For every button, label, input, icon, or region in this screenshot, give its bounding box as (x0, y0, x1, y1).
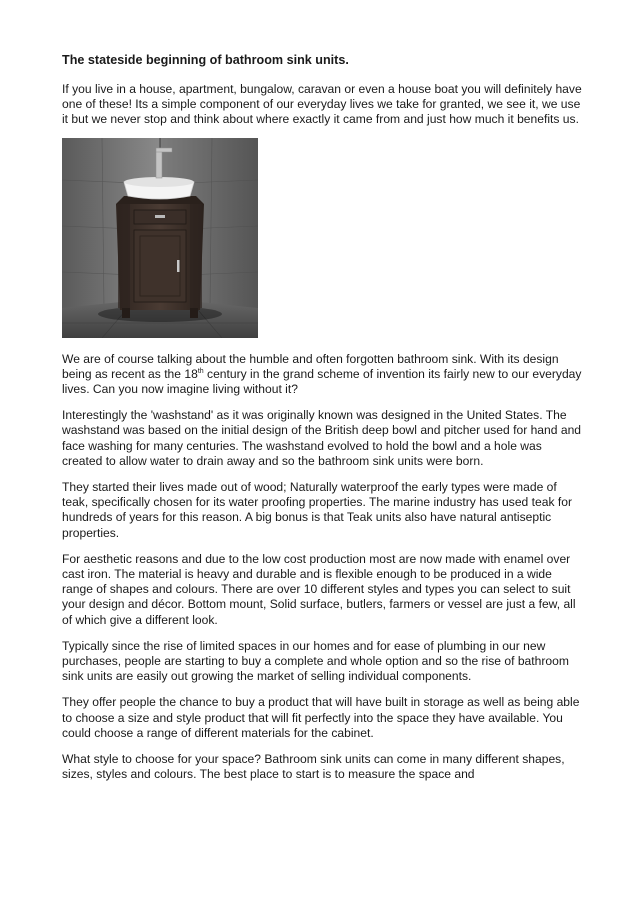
washstand-paragraph: Interestingly the 'washstand' as it was originally known was designed in the United States. The washstand was based on the initial design of the British deep bowl and pitcher used for hand and face washing for many centuries. The washstand evolved to hold the bowl and a hole was created to allow water to drain away and so the bathroom sink units were born. (62, 408, 582, 468)
sink-history-text-end: century in the grand scheme of invention its fairly new to our everyday lives. Can you now imagine living without it? (62, 366, 582, 397)
storage-paragraph: They offer people the chance to buy a product that will have built in storage as well as being able to choose a size and style product that will fit perfectly into the space they have available. You could choose a range of different materials for the cabinet. (62, 695, 580, 740)
ordinal-suffix: th (197, 367, 204, 375)
corner-vanity-unit-image (62, 138, 258, 338)
sink-history-text-start: We are of course talking about the humble and often forgotten bathroom sink. With its design being as recent as the 18 (62, 351, 559, 381)
enamel-paragraph: For aesthetic reasons and due to the low cost production most are now made with enamel over cast iron. The material is heavy and durable and is flexible enough to be produced in a wide range of shapes and colours. There are over 10 different styles and types you can select to suit your design and décor. Bottom mount, Solid surface, butlers, farmers or vessel are just a few, all of which give a different look. (62, 551, 576, 627)
style-choice-paragraph: What style to choose for your space? Bathroom sink units can come in many different shapes, sizes, styles and colours. The best place to start is to measure the space and (62, 752, 565, 782)
teak-paragraph: They started their lives made out of wood; Naturally waterproof the early types were made of teak, specifically chosen for its water proofing properties. The marine industry has used teak for hundreds of years for this reason. A big bonus is that Teak units also have natural antiseptic properties. (62, 480, 572, 540)
article-title: The stateside beginning of bathroom sink units. (62, 53, 349, 67)
intro-paragraph: If you live in a house, apartment, bungalow, caravan or even a house boat you will definitely have one of these! Its a simple component of our everyday lives we take for granted, we see it, we use it but we never stop and think about where exactly it came from and just how much it benefits us. (62, 82, 582, 127)
sink-history-paragraph (62, 352, 582, 398)
limited-spaces-paragraph: Typically since the rise of limited spaces in our homes and for ease of plumbing in our new purchases, people are starting to buy a complete and whole option and so the rise of bathroom sink units are easily out growing the market of selling individual components. (62, 638, 569, 684)
document-page (62, 52, 582, 793)
